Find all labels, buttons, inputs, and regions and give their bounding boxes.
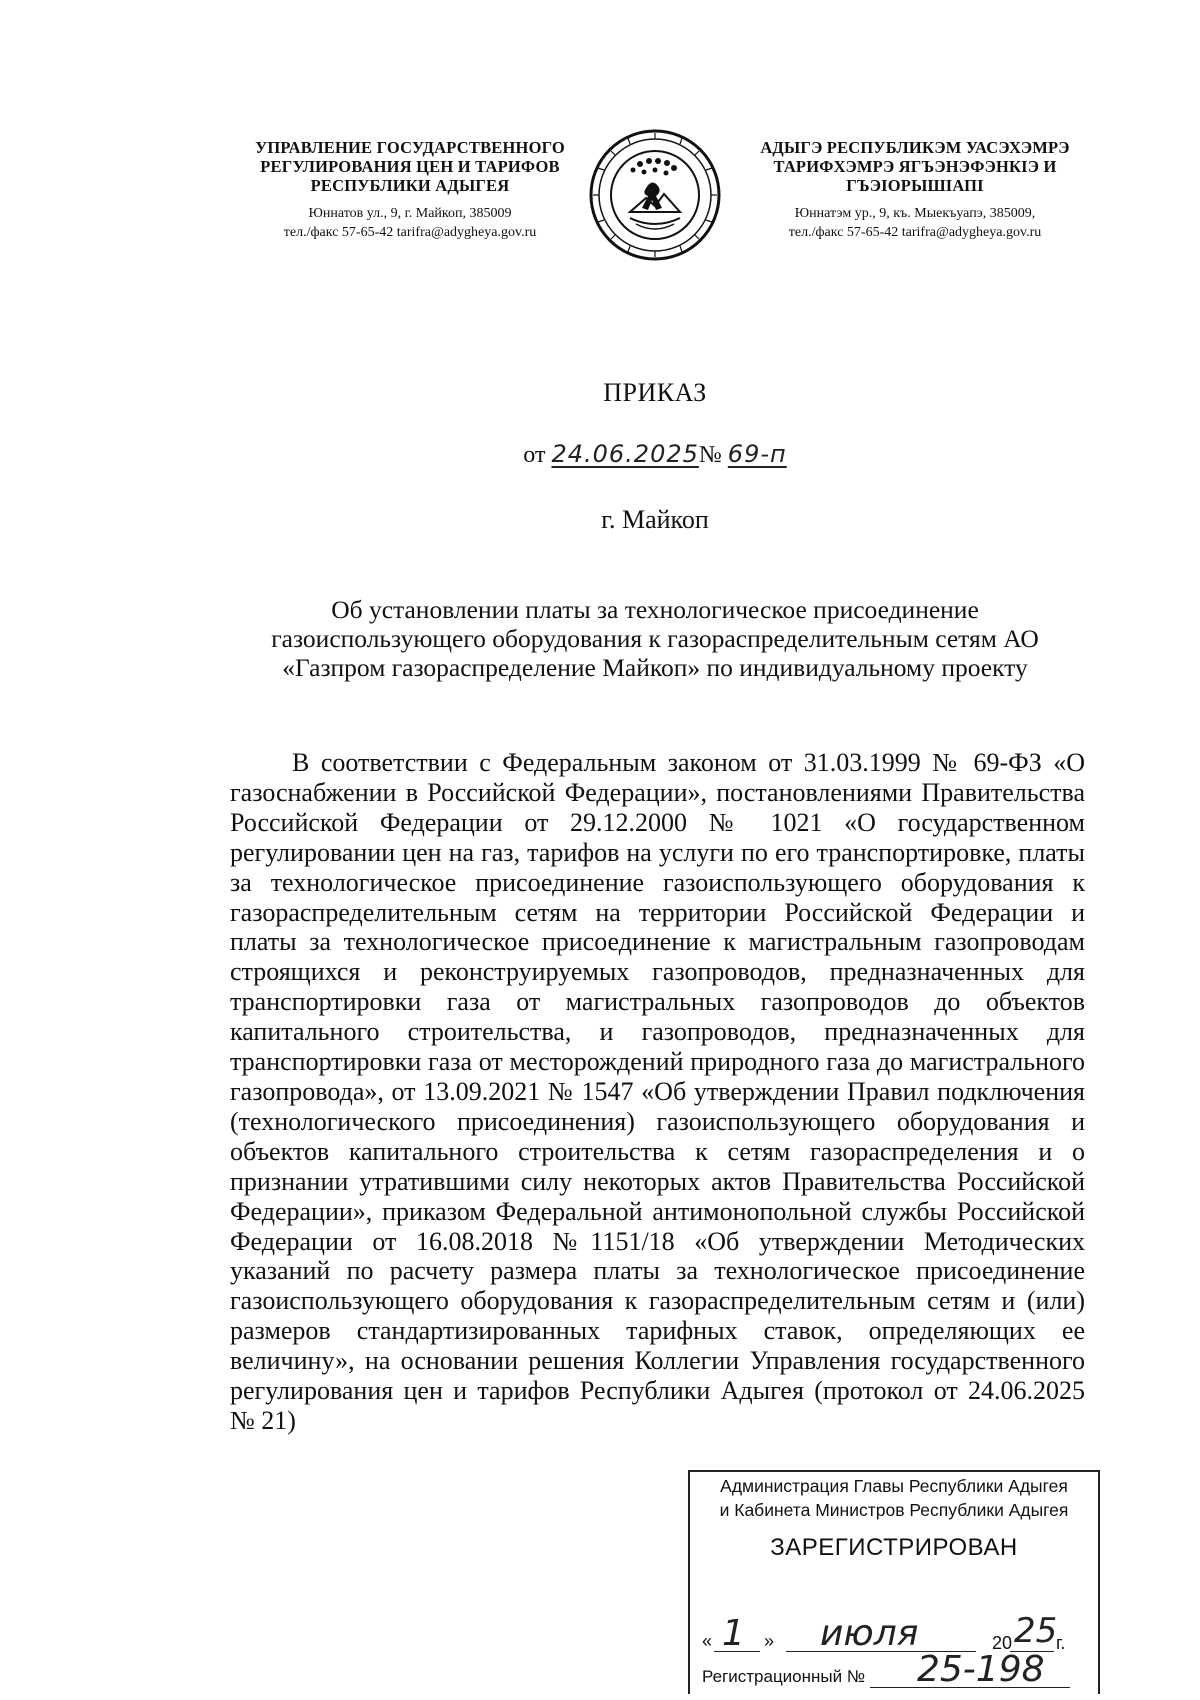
header-left-block [230, 138, 590, 242]
stamp-org-line1: Администрация Главы Республики Адыгея [720, 1476, 1068, 1496]
stamp-quote-open: « [702, 1631, 713, 1651]
date-prefix: от [523, 442, 546, 468]
stamp-month: июля [820, 1613, 919, 1654]
header-left-addr-line1: Юннатов ул., 9, г. Майкоп, 385009 [308, 206, 512, 221]
stamp-quote-close: » [764, 1631, 775, 1651]
city: г. Майкоп [601, 505, 709, 534]
stamp-reg-number-row [702, 1649, 1092, 1690]
stamp-day-line [714, 1651, 760, 1652]
date-number-line [0, 440, 1200, 469]
stamp-org-line2: и Кабинета Министров Республики Адыгея [719, 1500, 1069, 1520]
stamp-year-prefix: 20 [992, 1633, 1013, 1653]
body-paragraph: В соответствии с Федеральным законом от 31.03.1999 № 69-ФЗ «О газоснабжении в Российской Федерации», постановлениями Правительства Российской Федерации от 29.12.2000 № 1021 «О государственном регулировании цен на газ, тарифов на услуги по его транспортировке, платы за технологическое присоединение газоиспользующего оборудования к газораспределительным сетям на территории Российской Федерации и платы за технологическое присоединение к магистральным газопроводам строящихся и реконструируемых газопроводов, предназначенных для транспортировки газа от магистральных газопроводов до объектов капитального строительства, и газопроводов, предназначенных для транспортировки газа от месторождений природного газа до магистрального газопровода», от 13.09.2021 № 1547 «Об утверждении Правил подключения (технологического присоединения) газоиспользующего оборудования и объектов капитального строительства к сетям газораспределения и о признании утратившими силу некоторых актов Правительства Российской Федерации», приказом Федеральной антимонопольной службы Российской Федерации от 16.08.2018 №1151/18 «Об утверждении Методических указаний по расчету размера платы за технологическое присоединение газоиспользующего оборудования к газораспределительным сетям и (или) размеров стандартизированных тарифных ставок, определяющих ее величину», на основании решения Коллегии Управления государственного регулирования цен и тарифов Республики Адыгея (протокол от 24.06.2025 № 21) [230, 748, 1085, 1435]
stamp-org [690, 1474, 1098, 1522]
header-right-addr-line1: Юннатэм ур., 9, къ. Мыекъуапэ, 385009, [794, 206, 1036, 221]
registration-stamp [688, 1470, 1100, 1694]
number-prefix: № [698, 442, 722, 468]
header-left-address [230, 204, 590, 242]
header-right-address [740, 204, 1090, 242]
header-right-org: АДЫГЭ РЕСПУБЛИКЭМ УАСЭХЭМРЭ ТАРИФХЭМРЭ ЯГЪЭНЭФЭНКIЭ И ГЪЭIОРЫШIАПI [760, 138, 1070, 195]
stamp-year-mark: г. [1056, 1633, 1066, 1653]
document-title: ПРИКАЗ [603, 378, 707, 407]
header-right-block [740, 138, 1090, 242]
stamp-reg-number: 25-198 [917, 1649, 1045, 1690]
stamp-reg-line [870, 1687, 1070, 1688]
order-subject: Об установлении платы за технологическое присоединение газоиспользующего оборудования к газораспределительным сетям АО «Газпром газораспределение Майкоп» по индивидуальному проекту [271, 595, 1039, 682]
order-date: 24.06.2025 [551, 440, 699, 468]
stamp-registered: ЗАРЕГИСТРИРОВАН [770, 1534, 1018, 1561]
stamp-day: 1 [722, 1613, 745, 1654]
stamp-year-suffix: 25 [1014, 1611, 1058, 1651]
stamp-reg-label: Регистрационный № [702, 1667, 866, 1686]
coat-of-arms-icon [588, 128, 722, 262]
header-left-org: УПРАВЛЕНИЕ ГОСУДАРСТВЕННОГО РЕГУЛИРОВАНИЯ ЦЕН И ТАРИФОВ РЕСПУБЛИКИ АДЫГЕЯ [255, 138, 565, 195]
order-number: 69-п [727, 440, 787, 468]
header-left-addr-line2: тел./факс 57-65-42 tarifra@adygheya.gov.ru [283, 225, 537, 240]
header-right-addr-line2: тел./факс 57-65-42 tarifra@adygheya.gov.ru [788, 225, 1042, 240]
